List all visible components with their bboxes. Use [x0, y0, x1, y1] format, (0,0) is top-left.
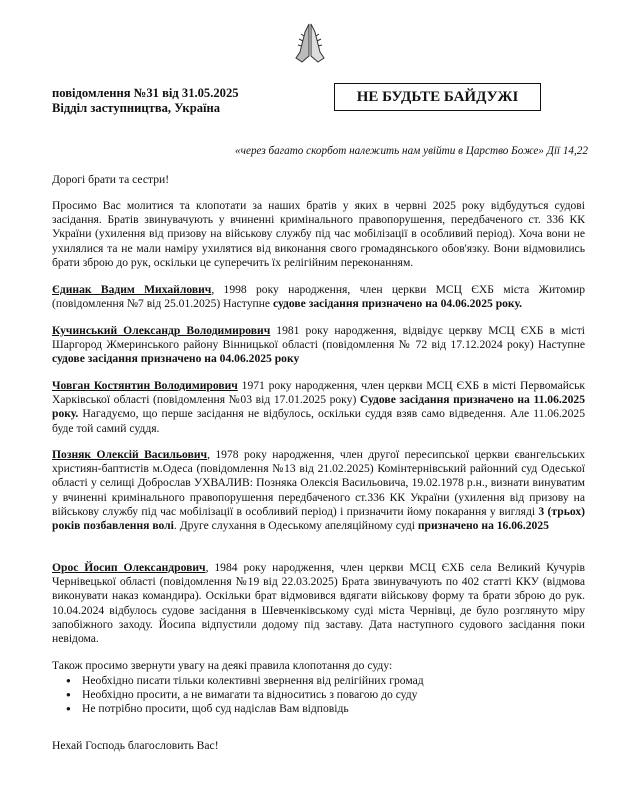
department-name: Відділ заступництва, Україна: [52, 101, 221, 115]
case-name: Єдинак Вадим Михайлович: [52, 283, 212, 296]
praying-hands-icon: [292, 22, 328, 64]
case-name: Кучинський Олександр Володимирович: [52, 324, 271, 337]
closing-blessing: Нехай Господь благословить Вас!: [52, 739, 219, 752]
case-paragraph: [52, 379, 585, 436]
case-name: Орос Йосип Олександрович: [52, 561, 206, 574]
case-note: Нагадуємо, що перше засідання не відбулось, оскільки суддя взяв само відведення. Але 11.06.2025 буде той самий суддя.: [52, 407, 585, 435]
greeting: Дорогі брати та сестри!: [52, 173, 170, 186]
banner-title: НЕ БУДЬТЕ БАЙДУЖІ: [334, 83, 541, 111]
case-text: , 1978 року народження, член другої пересипської церкви євангельських християн-баптистів м.Одеса (повідомлення №13 від 21.02.2025) Комінтернівський районний суд Одеської області у селищі Доброслав УХВАЛИВ: Позняка Олексія Васильовича, 19.02.1978 р.н., визнати винуватим у вчиненні кримінального правопорушення передбаченого ст.336 КК України (ухилення від призову на військову службу під час мобілізації в особливий період) і призначити йому покарання у вигляді: [52, 448, 586, 518]
case-text: 1981 року народження, відвідує церкву МСЦ ЄХБ в місті Шаргород Жмеринського району Вінницької області (повідомлення № 72 від 17.12.2024 року) Наступне: [52, 324, 585, 352]
case-paragraph: [52, 448, 585, 533]
case-paragraph: [52, 283, 585, 311]
case-hearing: Судове засідання призначено на 11.06.2025 року.: [52, 393, 585, 421]
case-hearing: судове засідання призначено на 04.06.2025 року: [52, 352, 300, 366]
rule-item: ● Необхідно просити, а не вимагати та відноситись з повагою до суду: [82, 688, 585, 702]
case-sentence: 3 (трьох) років позбавлення волі: [52, 504, 585, 533]
case-text: 1971 року народження, член церкви МСЦ ЄХБ в місті Первомайськ Харківської області (повідомлення №03 від 17.01.2025 року): [52, 379, 585, 407]
case-name: Позняк Олексій Васильович: [52, 448, 208, 461]
case-paragraph: [52, 561, 585, 646]
case-note: . Друге слухання в Одеському апеляційному суді: [173, 519, 418, 533]
rule-item: ● Необхідно писати тільки колективні звернення від релігійних громад: [82, 674, 585, 688]
epigraph: «через багато скорбот належить нам увійти в Царство Боже» Дії 14,22: [235, 145, 588, 157]
rules-intro: Також просимо звернути увагу на деякі правила клопотання до суду:: [52, 659, 393, 672]
rules-list: [52, 674, 585, 717]
notice-number: повідомлення №31 від 31.05.2025: [52, 86, 239, 100]
notice-header: [52, 86, 239, 116]
case-name: Човган Костянтин Володимирович: [52, 379, 238, 392]
rule-item: ● Не потрібно просити, щоб суд надіслав Вам відповідь: [82, 702, 585, 716]
case-paragraph: [52, 324, 585, 367]
case-text: , 1998 року народження, член церкви МСЦ ЄХБ міста Житомир (повідомлення №7 від 25.01.2025) Наступне: [52, 283, 585, 311]
case-hearing: судове засідання призначено на 04.06.2025 року.: [272, 297, 522, 311]
intro-paragraph: Просимо Вас молитися та клопотати за наших братів у яких в червні 2025 року відбудуться судові засідання. Братів звинувачують у вчиненні кримінального правопорушення, передбаченого ст. 336 КК України (ухилення від призову на військову службу під час мобілізації в особливий період). Хоча вони не ухилялися та не мали наміру ухилятися від виконання свого громадянського обов'язку. Вони відмовились брати зброю до рук, оскільки це суперечить їх релігійним переконанням.: [52, 199, 585, 269]
case-text: , 1984 року народження, член церкви МСЦ ЄХБ села Великий Кучурів Чернівецької області (повідомлення №19 від 22.03.2025) Брата звинувачують по 402 статті ККУ (відмова виконувати наказ командира). Оскільки брат відмовився вдягати військову форму та брати зброю до рук. 10.04.2024 відбулось судове засідання в Шевченківському суді міста Чернівці, де було розглянуто міру запобіжного заходу. Йосипа відпустили додому під заставу. Дата наступного судового засідання поки невідома.: [52, 561, 585, 646]
case-hearing: призначено на 16.06.2025: [417, 519, 549, 533]
